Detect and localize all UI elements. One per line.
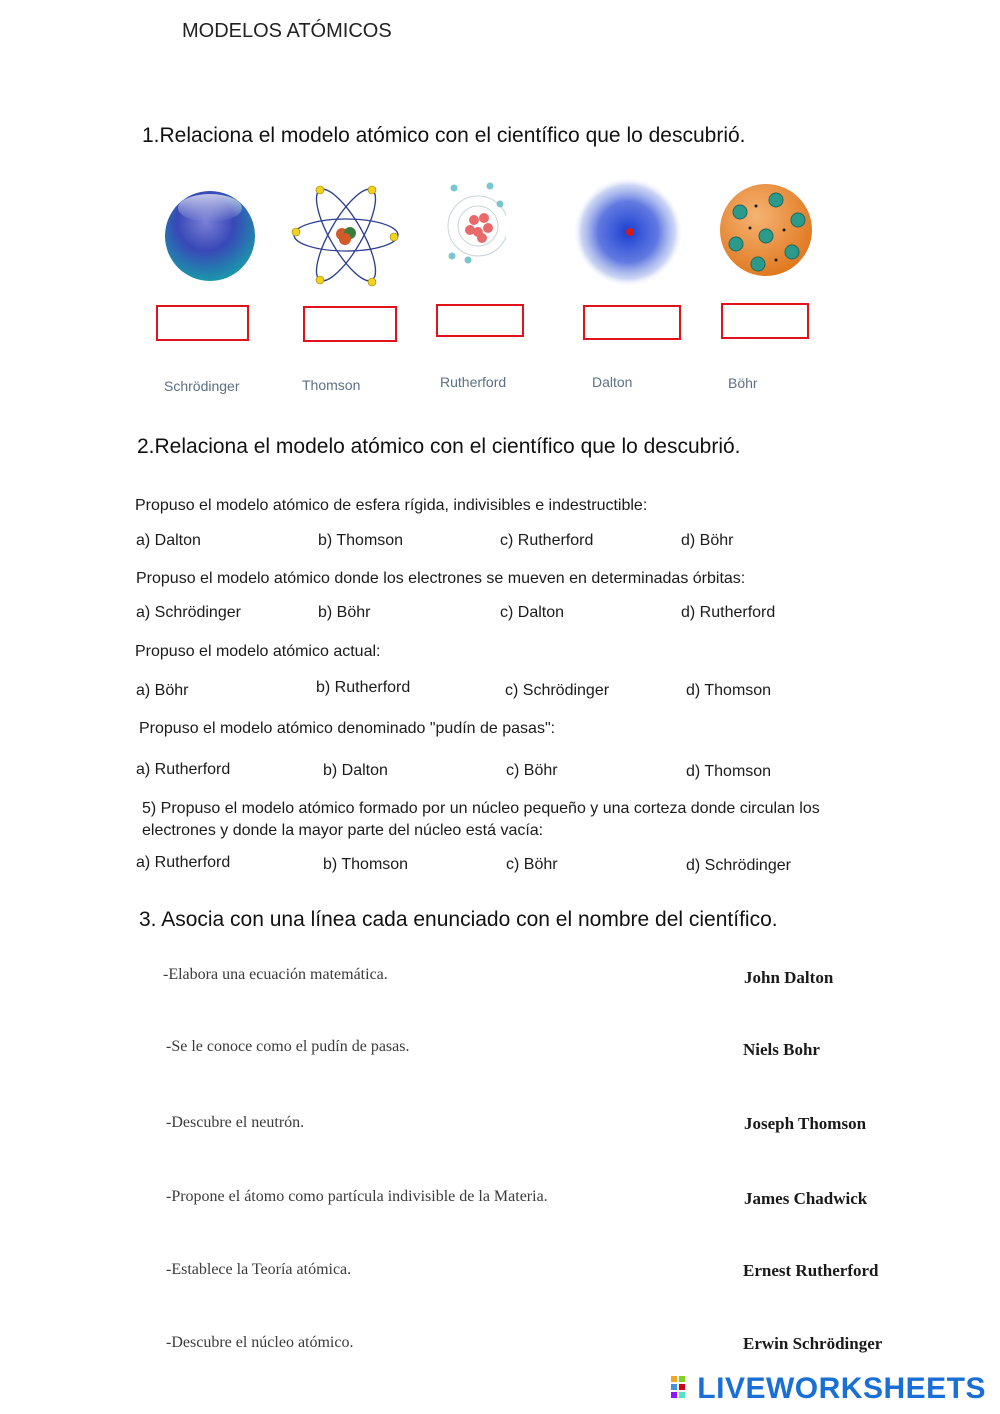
section-3-title: 3. Asocia con una línea cada enunciado con el nombre del científico.: [139, 908, 778, 931]
orbital-model-icon: [290, 182, 402, 288]
q3-option-b[interactable]: b) Rutherford: [316, 679, 411, 696]
statement-4[interactable]: -Propone el átomo como partícula indivisible de la Materia.: [166, 1188, 548, 1205]
q3-option-c[interactable]: c) Schrödinger: [505, 682, 610, 699]
answer-box-2[interactable]: [303, 306, 397, 342]
question-4-text: Propuso el modelo atómico denominado "pudín de pasas":: [139, 720, 556, 737]
answer-box-5[interactable]: [721, 303, 809, 339]
page-title: MODELOS ATÓMICOS: [182, 20, 392, 42]
q5-option-b[interactable]: b) Thomson: [323, 856, 409, 873]
scientist-2[interactable]: Niels Bohr: [743, 1040, 820, 1059]
q1-option-a[interactable]: a) Dalton: [136, 532, 201, 549]
cloud-model-icon: [572, 176, 684, 288]
q5-option-c[interactable]: c) Böhr: [506, 856, 558, 873]
q3-option-a[interactable]: a) Böhr: [136, 682, 189, 699]
question-2-text: Propuso el modelo atómico donde los electrones se mueven en determinadas órbitas:: [136, 570, 746, 587]
q2-option-a[interactable]: a) Schrödinger: [136, 604, 241, 621]
scientist-4[interactable]: James Chadwick: [744, 1189, 868, 1208]
q4-option-c[interactable]: c) Böhr: [506, 762, 558, 779]
statement-2[interactable]: -Se le conoce como el pudín de pasas.: [166, 1038, 410, 1055]
answer-box-3[interactable]: [436, 304, 524, 337]
question-5-text-line2: electrones y donde la mayor parte del núcleo está vacía:: [142, 822, 544, 839]
label-thomson: Thomson: [302, 377, 361, 393]
nucleus-model-icon: [444, 180, 506, 266]
brand-text: LIVEWORKSHEETS: [697, 1372, 986, 1405]
section-1-title: 1.Relaciona el modelo atómico con el científico que lo descubrió.: [142, 124, 746, 147]
statement-5[interactable]: -Establece la Teoría atómica.: [166, 1261, 352, 1278]
statement-1[interactable]: -Elabora una ecuación matemática.: [163, 966, 388, 983]
q3-option-d[interactable]: d) Thomson: [686, 682, 772, 699]
q2-option-c[interactable]: c) Dalton: [500, 604, 565, 621]
question-3-text: Propuso el modelo atómico actual:: [135, 643, 381, 660]
q2-option-d[interactable]: d) Rutherford: [681, 604, 776, 621]
plum-pudding-model-icon: [718, 182, 814, 278]
q5-option-a[interactable]: a) Rutherford: [136, 854, 231, 871]
q4-option-b[interactable]: b) Dalton: [323, 762, 388, 779]
q1-option-d[interactable]: d) Böhr: [681, 532, 734, 549]
scientist-5[interactable]: Ernest Rutherford: [743, 1261, 879, 1280]
liveworksheets-logo-icon: [671, 1376, 693, 1402]
section-2-title: 2.Relaciona el modelo atómico con el científico que lo descubrió.: [137, 435, 741, 458]
question-1-text: Propuso el modelo atómico de esfera rígida, indivisibles e indestructible:: [135, 497, 648, 514]
q1-option-c[interactable]: c) Rutherford: [500, 532, 594, 549]
label-schrodinger: Schrödinger: [164, 378, 240, 394]
q4-option-d[interactable]: d) Thomson: [686, 763, 772, 780]
scientist-6[interactable]: Erwin Schrödinger: [743, 1334, 883, 1353]
brand-logo: [671, 1372, 986, 1406]
sphere-model-icon: [160, 188, 260, 284]
q5-option-d[interactable]: d) Schrödinger: [686, 857, 791, 874]
answer-box-4[interactable]: [583, 305, 681, 340]
q4-option-a[interactable]: a) Rutherford: [136, 761, 231, 778]
q1-option-b[interactable]: b) Thomson: [318, 532, 404, 549]
label-rutherford: Rutherford: [440, 374, 507, 390]
scientist-1[interactable]: John Dalton: [744, 968, 834, 987]
statement-6[interactable]: -Descubre el núcleo atómico.: [166, 1334, 354, 1351]
label-bohr: Böhr: [728, 375, 758, 391]
statement-3[interactable]: -Descubre el neutrón.: [166, 1114, 305, 1131]
label-dalton: Dalton: [592, 374, 633, 390]
scientist-3[interactable]: Joseph Thomson: [744, 1114, 867, 1133]
q2-option-b[interactable]: b) Böhr: [318, 604, 371, 621]
question-5-text-line1: 5) Propuso el modelo atómico formado por un núcleo pequeño y una corteza donde circulan los: [142, 800, 820, 817]
answer-box-1[interactable]: [156, 305, 249, 341]
